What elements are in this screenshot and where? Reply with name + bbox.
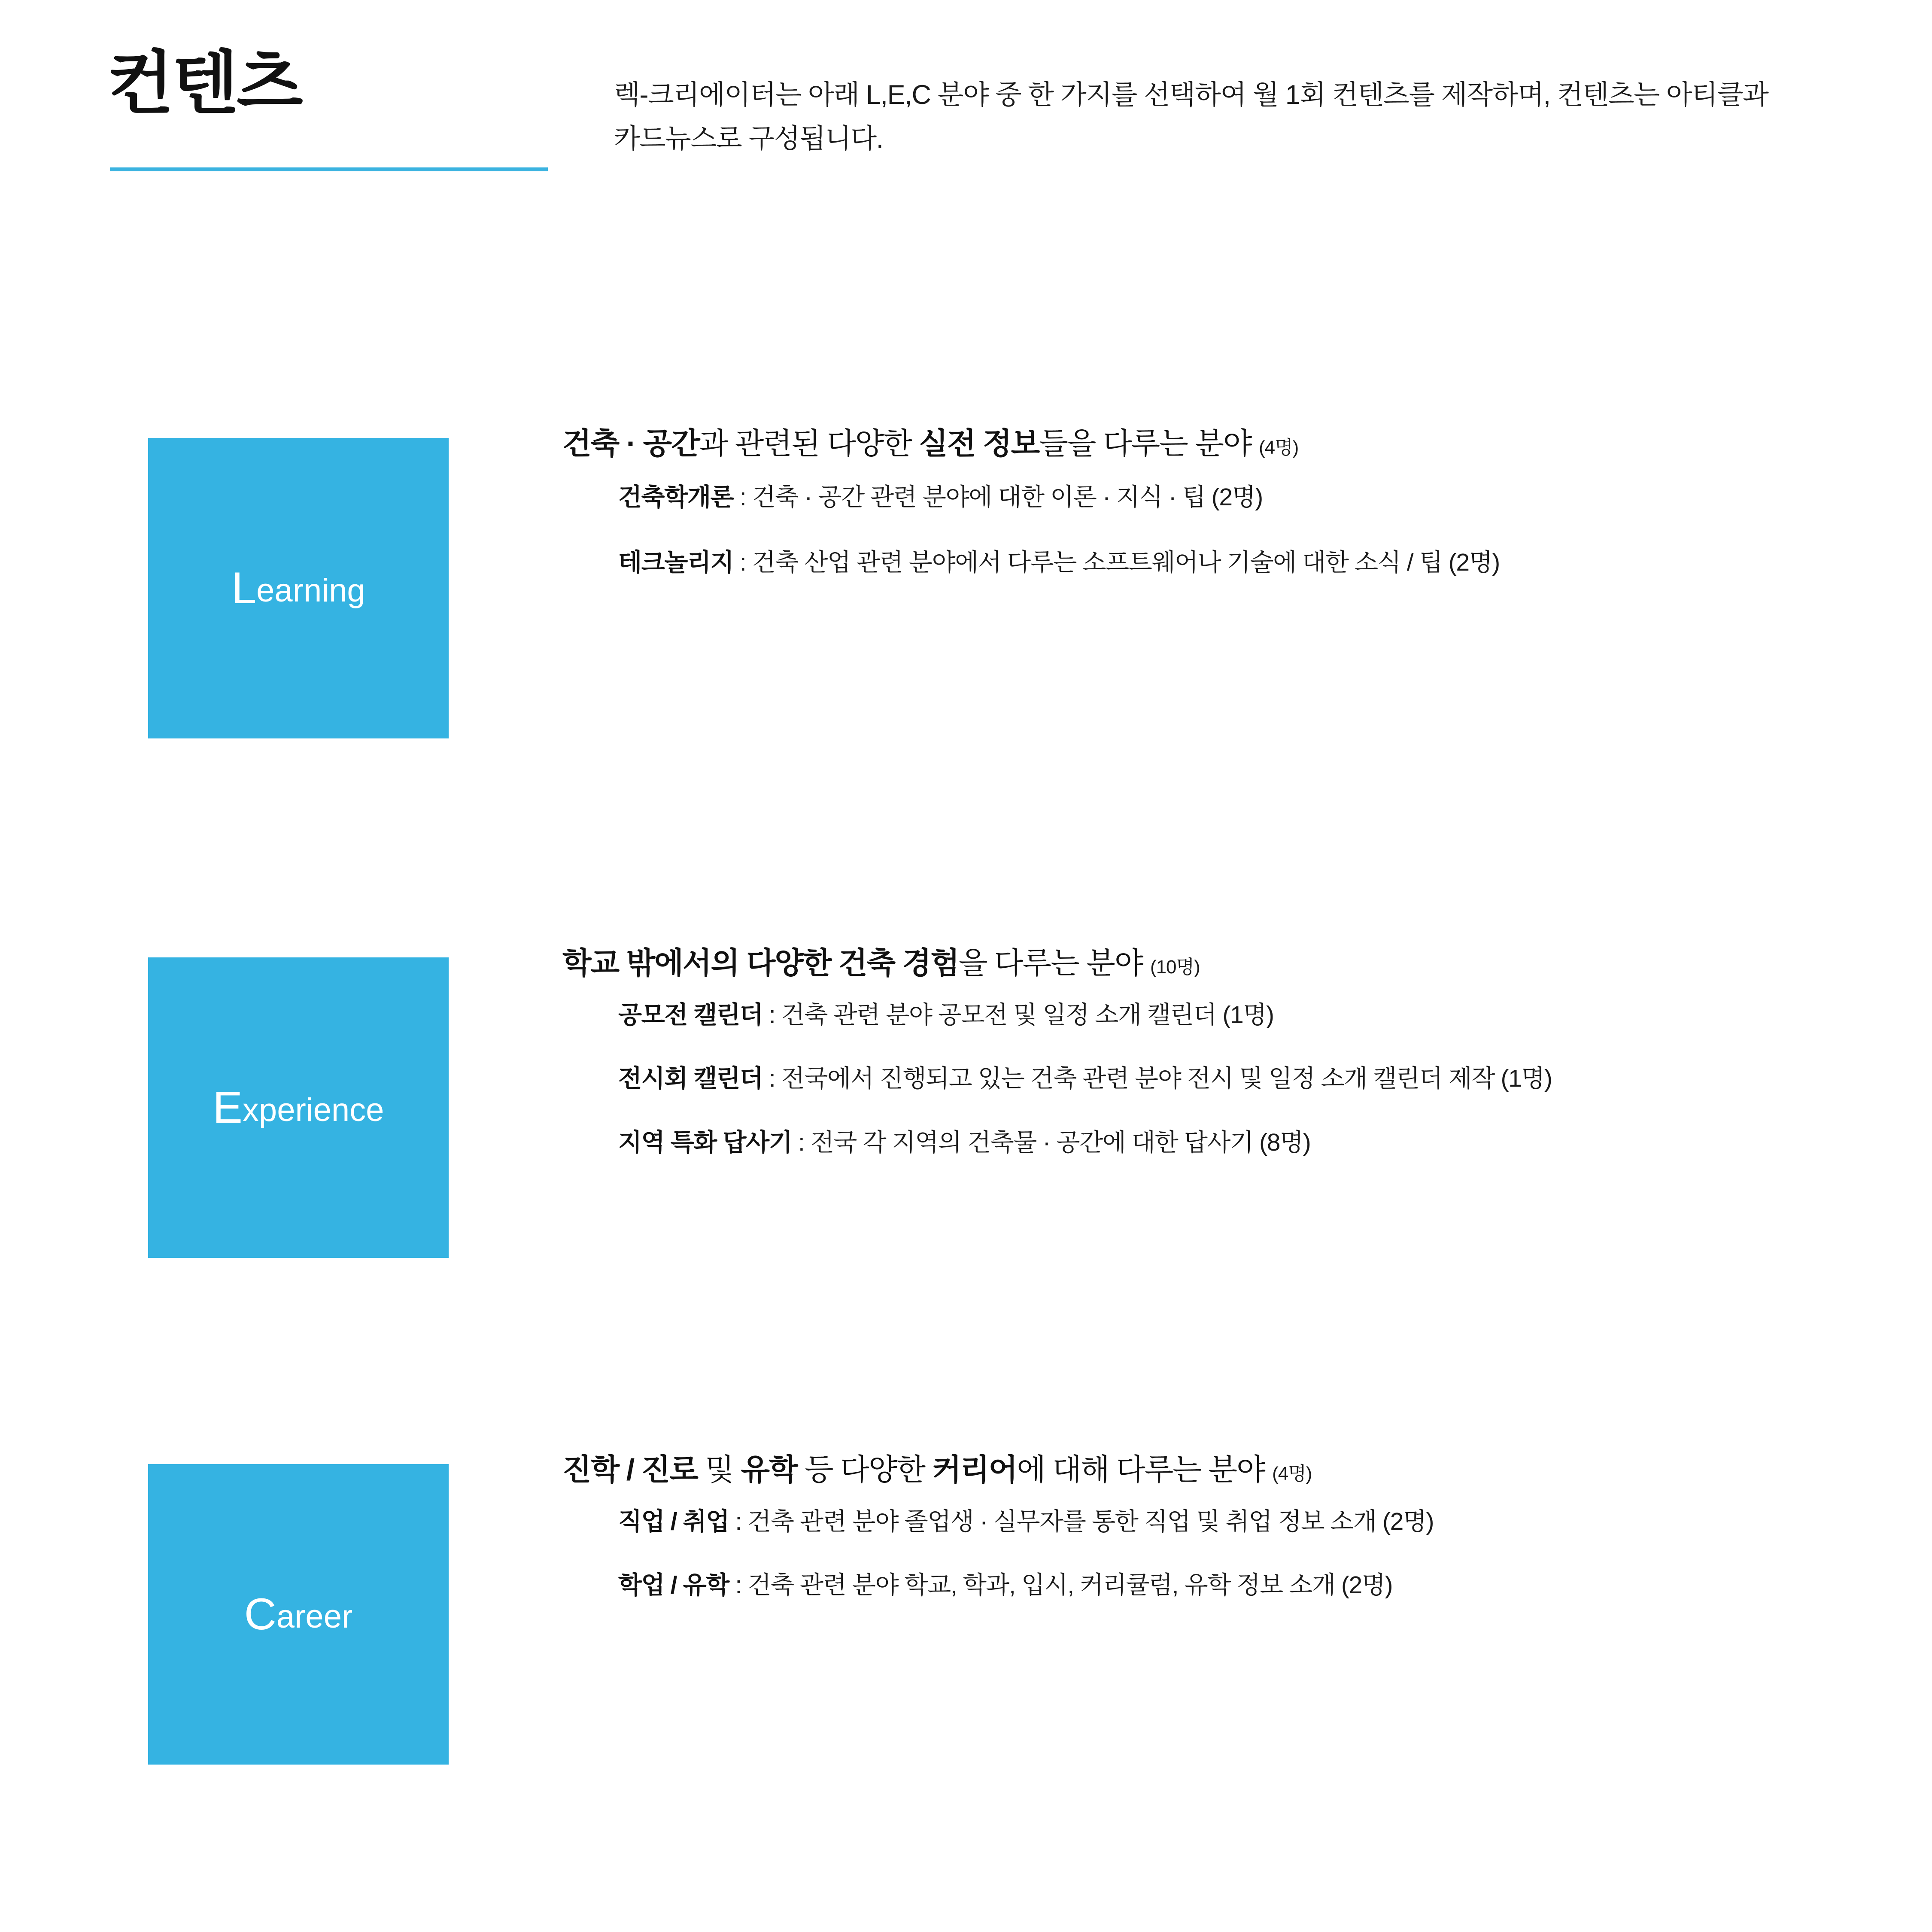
item-description: 건축 관련 분야 학교, 학과, 입시, 커리큘럼, 유학 정보 소개 (2명) — [747, 1571, 1393, 1599]
item-label: 공모전 캘린더 — [618, 1001, 763, 1029]
title-underline — [110, 167, 548, 171]
item-separator: : — [792, 1129, 811, 1157]
list-item — [562, 481, 1833, 514]
badge-experience — [148, 957, 449, 1258]
badge-learning-label — [231, 563, 365, 613]
list-item — [562, 1062, 1833, 1095]
item-label: 지역 특화 답사기 — [618, 1129, 792, 1157]
section-career-body — [562, 1451, 1833, 1602]
list-item — [562, 1569, 1833, 1602]
item-description: 건축 산업 관련 분야에서 다루는 소프트웨어나 기술에 대한 소식 / 팁 (2명) — [752, 549, 1500, 577]
item-separator: : — [729, 1571, 748, 1599]
section-learning-heading: 건축 · 공간과 관련된 다양한 실전 정보들을 다루는 분야 (4명) — [562, 427, 1299, 460]
list-item — [562, 999, 1833, 1032]
badge-learning — [148, 438, 449, 738]
badge-experience-initial: E — [213, 1083, 243, 1133]
item-separator: : — [762, 1065, 781, 1093]
list-item — [562, 1126, 1833, 1159]
section-experience-heading: 학교 밖에서의 다양한 건축 경험을 다루는 분야 (10명) — [562, 946, 1200, 980]
section-experience-body — [562, 945, 1833, 1159]
page-title: 컨텐츠 — [107, 45, 301, 122]
badge-experience-label — [213, 1083, 384, 1133]
item-separator: : — [762, 1001, 781, 1029]
item-separator: : — [729, 1507, 748, 1535]
section-learning-body — [562, 425, 1833, 579]
header — [107, 47, 1846, 228]
item-description: 건축 관련 분야 졸업생 · 실무자를 통한 직업 및 취업 정보 소개 (2명) — [747, 1507, 1434, 1535]
item-description: 건축 · 공간 관련 분야에 대한 이론 · 지식 · 팁 (2명) — [752, 483, 1263, 511]
badge-career-label — [244, 1589, 353, 1639]
badge-experience-rest: xperience — [242, 1092, 384, 1128]
item-description: 건축 관련 분야 공모전 및 일정 소개 캘린더 (1명) — [781, 1001, 1274, 1029]
badge-learning-rest: earning — [256, 572, 365, 609]
section-career-heading: 진학 / 진로 및 유학 등 다양한 커리어에 대해 다루는 분야 (4명) — [562, 1453, 1312, 1486]
item-separator: : — [733, 483, 752, 511]
list-item — [562, 546, 1833, 579]
item-label: 건축학개론 — [618, 483, 734, 511]
item-label: 테크놀리지 — [618, 549, 734, 577]
header-description: 렉-크리에이터는 아래 L,E,C 분야 중 한 가지를 선택하여 월 1회 컨텐츠를 제작하며, 컨텐츠는 아티클과 카드뉴스로 구성됩니다. — [614, 80, 1768, 154]
badge-career-rest: areer — [276, 1598, 353, 1635]
badge-career — [148, 1464, 449, 1765]
item-label: 직업 / 취업 — [618, 1507, 729, 1535]
item-label: 전시회 캘린더 — [618, 1065, 763, 1093]
item-separator: : — [733, 549, 752, 577]
item-description: 전국에서 진행되고 있는 건축 관련 분야 전시 및 일정 소개 캘린더 제작 (1명) — [781, 1065, 1552, 1093]
item-description: 전국 각 지역의 건축물 · 공간에 대한 답사기 (8명) — [810, 1129, 1311, 1157]
badge-career-initial: C — [244, 1589, 276, 1639]
badge-learning-initial: L — [231, 563, 257, 613]
list-item — [562, 1505, 1833, 1538]
item-label: 학업 / 유학 — [618, 1571, 729, 1599]
